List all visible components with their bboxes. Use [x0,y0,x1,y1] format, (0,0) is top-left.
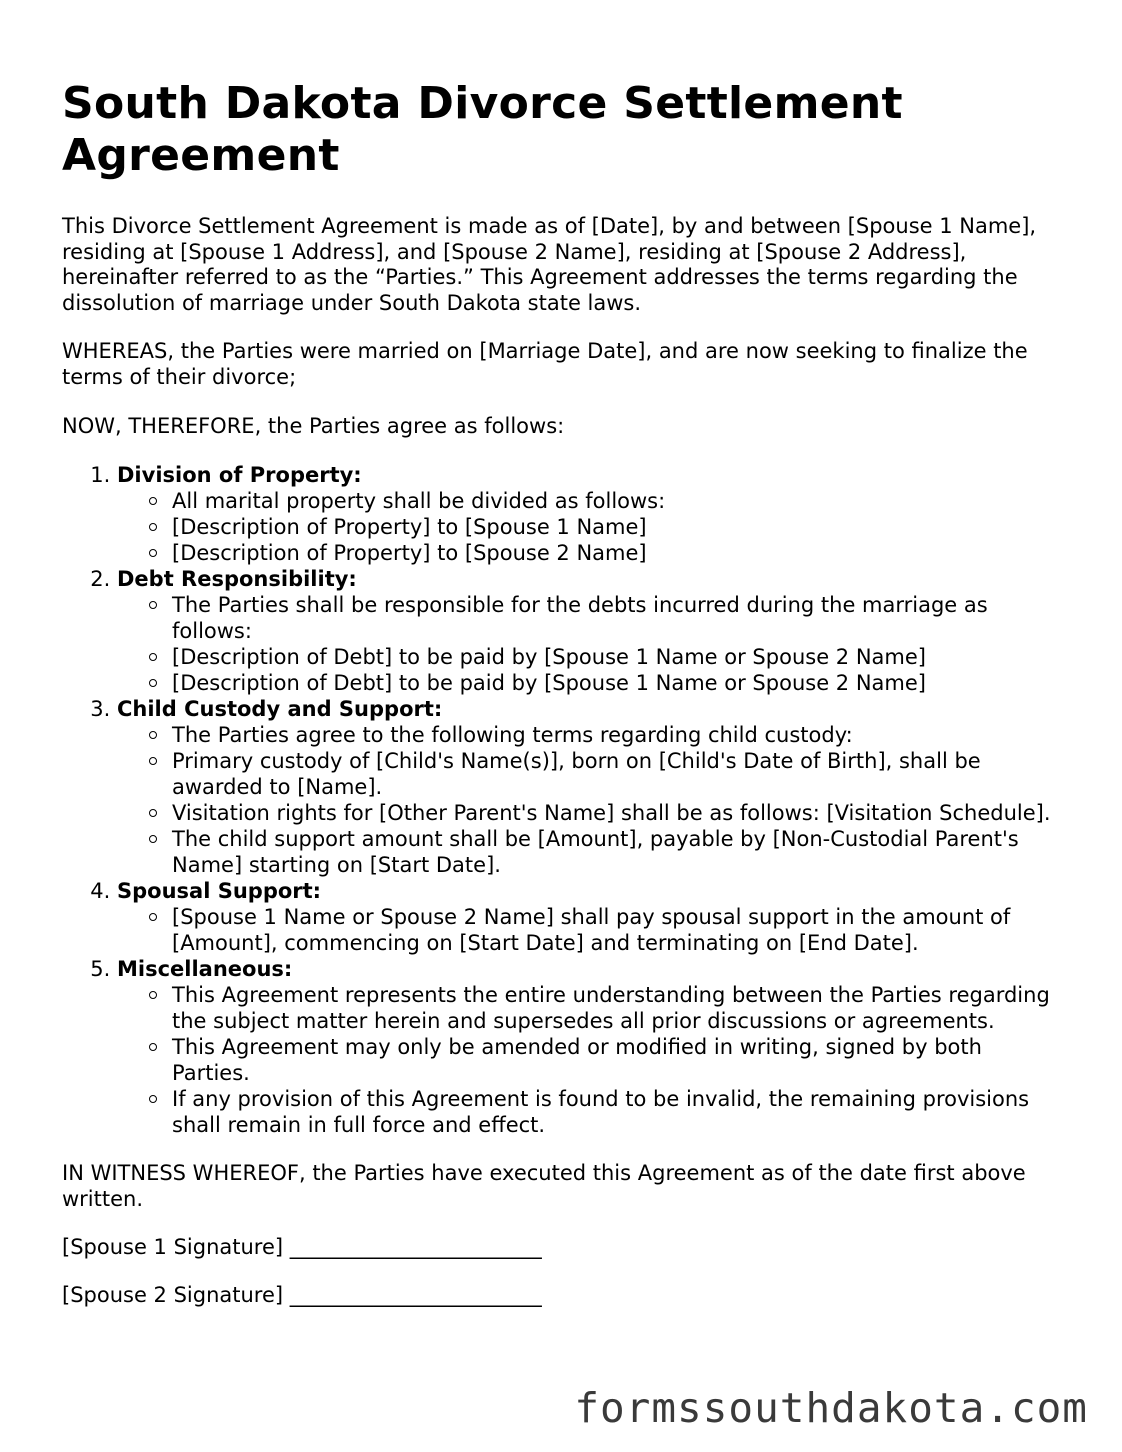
witness-paragraph: IN WITNESS WHEREOF, the Parties have executed this Agreement as of the date first above written. [62,1161,1026,1211]
list-item: All marital property shall be divided as follows: [172,488,1062,514]
document-page [62,78,1062,1331]
document-title: South Dakota Divorce Settlement Agreement [62,78,903,181]
section-spousal-support [117,878,1062,956]
list-item: [Description of Property] to [Spouse 2 Name] [172,540,1062,566]
list-item: This Agreement represents the entire understanding between the Parties regarding the subject matter herein and supersedes all prior discussions or agreements. [172,982,1062,1034]
list-item: [Description of Property] to [Spouse 1 Name] [172,514,1062,540]
section-division-of-property [117,462,1062,566]
intro-paragraph: This Divorce Settlement Agreement is made as of [Date], by and between [Spouse 1 Name], residing at [Spouse 1 Address], and [Spouse 2 Name], residing at [Spouse 2 Address], hereinafter referred to as the “Parties.” This Agreement addresses the terms regarding the dissolution of marriage under South Dakota state laws. [62,214,1037,315]
list-item: [Description of Debt] to be paid by [Spouse 1 Name or Spouse 2 Name] [172,670,1062,696]
list-item: The Parties agree to the following terms regarding child custody: [172,722,1062,748]
list-item: [Spouse 1 Name or Spouse 2 Name] shall pay spousal support in the amount of [Amount], commencing on [Start Date] and terminating on [End Date]. [172,904,1062,956]
section-items [117,982,1062,1138]
agreement-sections [62,462,1062,1138]
section-miscellaneous [117,956,1062,1138]
section-title: Miscellaneous: [117,957,293,982]
now-therefore-paragraph: NOW, THEREFORE, the Parties agree as follows: [62,413,565,438]
section-debt-responsibility [117,566,1062,696]
list-item: Primary custody of [Child's Name(s)], born on [Child's Date of Birth], shall be awarded to [Name]. [172,748,1062,800]
list-item: The child support amount shall be [Amount], payable by [Non-Custodial Parent's Name] starting on [Start Date]. [172,826,1062,878]
spouse-1-signature-line: [Spouse 1 Signature] ________________________ [62,1235,542,1260]
section-child-custody-and-support [117,696,1062,878]
list-item: [Description of Debt] to be paid by [Spouse 1 Name or Spouse 2 Name] [172,644,1062,670]
whereas-paragraph: WHEREAS, the Parties were married on [Marriage Date], and are now seeking to finalize the terms of their divorce; [62,339,1028,389]
section-title: Child Custody and Support: [117,697,443,722]
section-title: Division of Property: [117,463,362,488]
section-title: Spousal Support: [117,879,322,904]
section-items [117,592,1062,696]
section-title: Debt Responsibility: [117,567,357,592]
list-item: Visitation rights for [Other Parent's Name] shall be as follows: [Visitation Schedule]. [172,800,1062,826]
section-items [117,904,1062,956]
section-items [117,488,1062,566]
list-item: This Agreement may only be amended or modified in writing, signed by both Parties. [172,1034,1062,1086]
site-watermark: formssouthdakota.com [574,1384,1088,1432]
list-item: The Parties shall be responsible for the debts incurred during the marriage as follows: [172,592,1062,644]
spouse-2-signature-line: [Spouse 2 Signature] ________________________ [62,1282,542,1307]
list-item: If any provision of this Agreement is found to be invalid, the remaining provisions shall remain in full force and effect. [172,1086,1062,1138]
section-items [117,722,1062,878]
